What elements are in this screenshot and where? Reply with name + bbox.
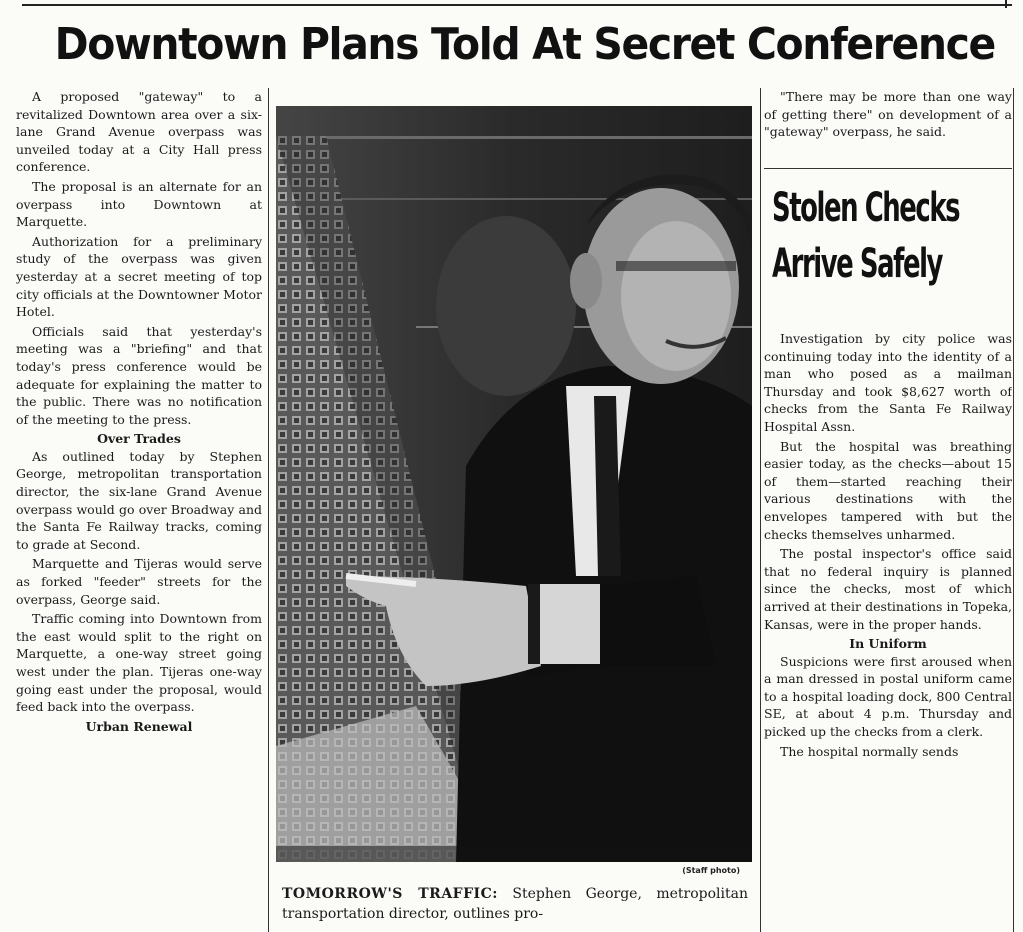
photo-caption <box>282 884 748 932</box>
top-rule <box>22 4 1012 6</box>
photo-credit: (Staff photo) <box>682 866 740 875</box>
column-rule-right <box>760 88 761 932</box>
photo-illustration <box>276 106 752 862</box>
article-paragraph: The proposal is an alternate for an overpass into Downtown at Marquette. <box>16 178 262 230</box>
side-headline-line-1: Stolen Checks <box>772 185 960 231</box>
article-paragraph: But the hospital was breathing easier today, as the checks—about 15 of them—started reaching their various destinations with the envelopes tampered with but the checks themselves unharmed. <box>764 438 1012 542</box>
article-paragraph: The postal inspector's office said that no federal inquiry is planned since the checks, most of which arrived at their destinations in Topeka, Kansas, were in the proper hands. <box>764 546 1012 632</box>
article-paragraph: The hospital normally sends <box>780 743 959 759</box>
side-story-headline <box>772 180 960 292</box>
caption-text: Stephen George, metropolitan transportation director, outlines pro- <box>282 886 748 922</box>
article-subhead: In Uniform <box>849 636 927 652</box>
column-rule-left <box>268 88 269 932</box>
news-photo <box>276 106 752 862</box>
article-paragraph: Marquette and Tijeras would serve as forked "feeder" streets for the overpass, George said. <box>16 556 262 607</box>
side-headline-line-2: Arrive Safely <box>772 241 942 287</box>
article-subhead: Urban Renewal <box>85 718 193 734</box>
article-paragraph: A proposed "gateway" to a revitalized Downtown area over a six-lane Grand Avenue overpass was unveiled today at a City Hall press conference. <box>16 89 262 175</box>
article-paragraph: "There may be more than one way of getting there" on development of a "gateway" overpass, he said. <box>764 89 1012 140</box>
top-right-column <box>764 88 1012 164</box>
article-paragraph: Authorization for a preliminary study of the overpass was given yesterday at a secret meeting of top city officials at the Downtowner Motor Hotel. <box>16 233 262 320</box>
main-headline: Downtown Plans Told At Secret Conference <box>54 19 995 70</box>
top-tick <box>1005 0 1007 8</box>
article-subhead: Over Trades <box>97 431 181 447</box>
article-paragraph: Traffic coming into Downtown from the east would split to the right on Marquette, a one-way street going west under the plan. Tijeras one-way going east under the proposal, would feed back into the overpass. <box>16 611 262 715</box>
side-story-rule <box>764 168 1012 169</box>
article-paragraph: As outlined today by Stephen George, metropolitan transportation director, the six-lane Grand Avenue overpass would go over Broadway and the Santa Fe Railway tracks, coming to grade at Second. <box>16 448 262 552</box>
column-rule-edge <box>1013 88 1014 932</box>
left-column <box>16 88 262 932</box>
article-paragraph: Suspicions were first aroused when a man dressed in postal uniform came to a hospital loading dock, 800 Central SE, at about 4 p.m. Thursday and picked up the checks from a clerk. <box>764 653 1012 740</box>
side-story-column <box>764 330 1012 932</box>
article-paragraph: Officials said that yesterday's meeting was a "briefing" and that today's press conference would be adequate for explaining the matter to the public. There was no notification of the meeting to the press. <box>16 323 262 427</box>
article-paragraph: Investigation by city police was continuing today into the identity of a man who posed as a mailman Thursday and took $8,627 worth of checks from the Santa Fe Railway Hospital Assn. <box>764 331 1012 434</box>
caption-lead: TOMORROW'S TRAFFIC: <box>282 886 498 902</box>
